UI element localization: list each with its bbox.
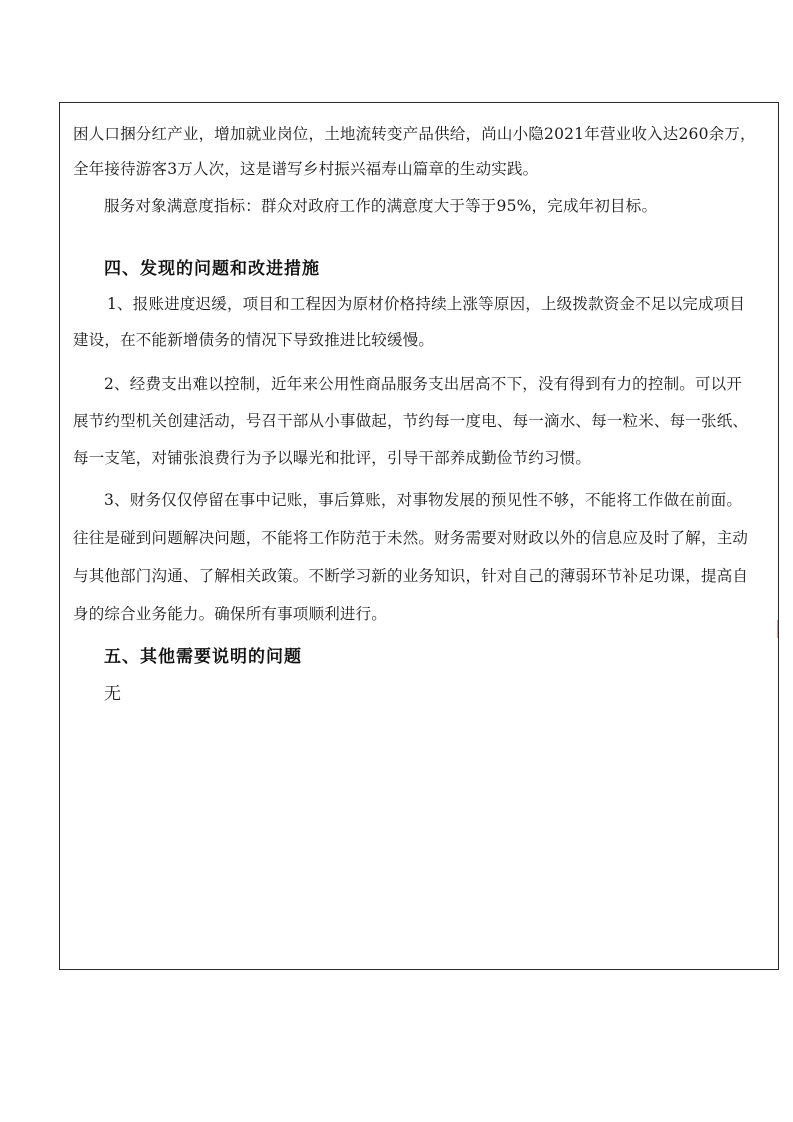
paragraph-line: 无 [104,684,122,704]
paragraph-line: 3、财务仅仅停留在事中记账，事后算账，对事物发展的预见性不够，不能将工作做在前面。 [104,491,743,509]
paragraph-line: 建设，在不能新增债务的情况下导致推进比较缓慢。 [73,331,435,349]
paragraph-line: 身的综合业务能力。确保所有事项顺利进行。 [73,605,388,623]
paragraph-line: 2、经费支出难以控制，近年来公用性商品服务支出居高不下，没有得到有力的控制。可以开 [104,375,743,393]
paragraph-line: 困人口捆分红产业，增加就业岗位，土地流转变产品供给，尚山小隐2021年营业收入达260余万， [73,125,756,143]
paragraph-line: 往往是碰到问题解决问题，不能将工作防范于未然。财务需要对财政以外的信息应及时了解，主动 [73,529,749,547]
paragraph-line: 与其他部门沟通、了解相关政策。不断学习新的业务知识，针对自己的薄弱环节补足功课，提高自 [73,567,749,585]
paragraph-line: 展节约型机关创建活动，号召干部从小事做起，节约每一度电、每一滴水、每一粒米、每一张纸、 [73,412,749,430]
paragraph-line: 1、报账进度迟缓，项目和工程因为原材价格持续上涨等原因，上级拨款资金不足以完成项目 [107,295,746,313]
scan-artifact [777,620,778,638]
section-heading: 五、其他需要说明的问题 [104,647,302,667]
paragraph-line: 服务对象满意度指标：群众对政府工作的满意度大于等于95%，完成年初目标。 [104,197,658,215]
paragraph-line: 每一支笔，对铺张浪费行为予以曝光和批评，引导干部养成勤俭节约习惯。 [73,449,592,467]
paragraph-line: 全年接待游客3万人次，这是谱写乡村振兴福寿山篇章的生动实践。 [73,160,539,178]
section-heading: 四、发现的问题和改进措施 [104,259,320,279]
